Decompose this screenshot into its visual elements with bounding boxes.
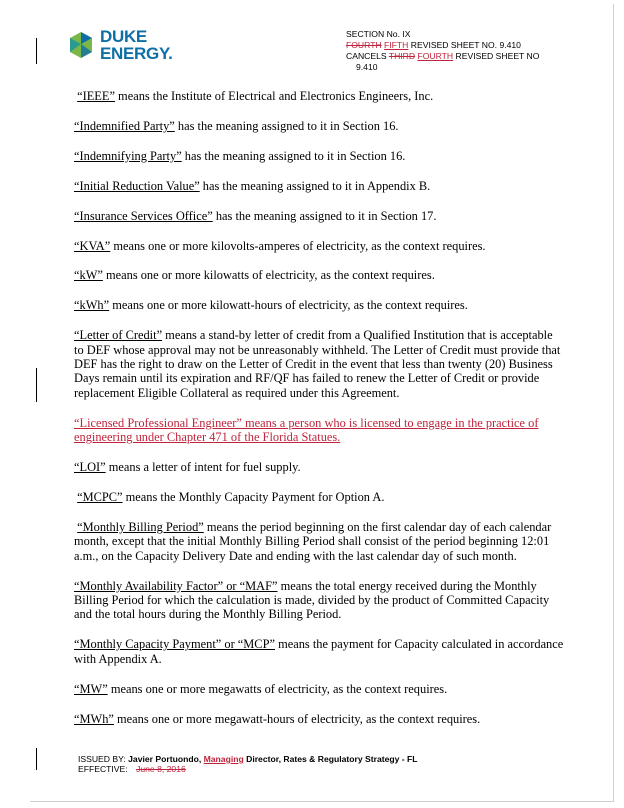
- definition-text: means a stand-by letter of credit from a Qualified Institution that is acceptable to DEF whose approval may not be unreasonably withheld. The Letter of Credit must provide that DEF has the right to draw on the Letter of Credit in the event that less than twenty (20) Business Days remain until its expiration and RF/QF has failed to renew the Letter of Credit or provide replacement Eligible Collateral as required under this Agreement.: [74, 328, 561, 400]
- definition-term: “Letter of Credit”: [74, 328, 163, 343]
- definition-text: has the meaning assigned to it in Section 17.: [212, 208, 437, 223]
- issued-by-title: Director, Rates & Regulatory Strategy - FL: [246, 754, 418, 764]
- revised-sheet-line: [346, 40, 596, 51]
- definition-term: “Initial Reduction Value”: [74, 178, 200, 193]
- definition-paragraph: [74, 89, 564, 103]
- definition-paragraph: [74, 712, 564, 726]
- issued-by-label: ISSUED BY:: [78, 754, 126, 764]
- revised-inserted: FIFTH: [384, 40, 409, 50]
- definition-term: “Monthly Availability Factor” or “MAF”: [74, 578, 278, 593]
- footer: [78, 754, 418, 774]
- issued-by-inserted: Managing: [203, 754, 244, 764]
- definition-paragraph: [74, 209, 564, 223]
- definition-text: means the period beginning on the first calendar day of each calendar month, except that the initial Monthly Billing Period shall consist of the period beginning 12:01 a.m., on the Capacity Delivery Date and ending with the last calendar day of such month.: [74, 519, 552, 563]
- effective-label: EFFECTIVE:: [78, 764, 128, 774]
- definition-text: means the payment for Capacity calculated in accordance with Appendix A.: [74, 637, 564, 666]
- definition-paragraph: [74, 460, 564, 474]
- definition-text: means the Institute of Electrical and Electronics Engineers, Inc.: [114, 89, 434, 103]
- duke-energy-logo-mark-icon: [66, 30, 96, 60]
- definition-text: means one or more megawatt-hours of electricity, as the context requires.: [113, 711, 481, 726]
- sheet-info: [346, 29, 596, 73]
- definition-term: “Monthly Capacity Payment” or “MCP”: [74, 637, 275, 652]
- definition-term: “MCPC”: [77, 490, 123, 504]
- revision-bar-body: [36, 368, 37, 402]
- definition-paragraph: [74, 268, 564, 282]
- effective-line: [78, 764, 418, 774]
- definition-text: means one or more kilowatts of electricity, as the context requires.: [102, 268, 435, 283]
- cancels-label: CANCELS: [346, 51, 387, 61]
- definition-text: has the meaning assigned to it in Section 16.: [174, 118, 399, 133]
- effective-deleted-date: June 8, 2016: [136, 764, 186, 774]
- definition-term: “LOI”: [74, 460, 106, 475]
- definitions-list: [74, 89, 564, 741]
- definition-text: means the total energy received during the Monthly Billing Period for which the calculation is made, divided by the product of Committed Capacity and the total hours during the Monthly Billing Period.: [74, 578, 550, 622]
- issued-by-line: [78, 754, 418, 764]
- duke-energy-logo: [66, 24, 186, 68]
- definition-term: “IEEE”: [77, 89, 115, 103]
- definition-term: “kWh”: [74, 298, 110, 313]
- definition-text: means one or more megawatts of electricity, as the context requires.: [107, 681, 448, 696]
- definition-paragraph: [74, 239, 564, 253]
- definition-paragraph: [74, 298, 564, 312]
- definition-paragraph: [74, 149, 564, 163]
- definition-paragraph: [74, 328, 564, 400]
- definition-paragraph: [74, 179, 564, 193]
- cancels-sheet-number: 9.410: [356, 62, 378, 72]
- definition-paragraph: [74, 490, 564, 504]
- section-number: SECTION No. IX: [346, 29, 411, 39]
- logo-text-energy: ENERGY.: [100, 44, 173, 63]
- revised-deleted: FOURTH: [346, 40, 382, 50]
- definition-term: “KVA”: [74, 238, 111, 253]
- cancels-sheet-line: [346, 51, 596, 62]
- definition-text: has the meaning assigned to it in Section 16.: [181, 148, 406, 163]
- definition-text: means one or more kilowatt-hours of electricity, as the context requires.: [109, 298, 468, 313]
- definition-term: “Insurance Services Office”: [74, 208, 213, 223]
- definition-term: “Indemnified Party”: [74, 118, 175, 133]
- definition-text: has the meaning assigned to it in Appendix B.: [199, 178, 431, 193]
- definition-term: “MW”: [74, 681, 108, 696]
- definition-text: means a letter of intent for fuel supply.: [105, 460, 301, 475]
- definition-paragraph: [74, 520, 564, 563]
- definition-paragraph: [74, 579, 564, 622]
- cancels-rest: REVISED SHEET NO: [455, 51, 540, 61]
- definition-term: “MWh”: [74, 711, 114, 726]
- issued-by-name: Javier Portuondo,: [128, 754, 204, 764]
- cancels-deleted: THIRD: [388, 51, 416, 61]
- revision-bar-footer: [36, 748, 37, 770]
- definition-paragraph: [74, 682, 564, 696]
- cancels-inserted: FOURTH: [417, 51, 454, 61]
- definition-term: “Indemnifying Party”: [74, 148, 182, 163]
- definition-paragraph: [74, 119, 564, 133]
- definition-term: “kW”: [74, 268, 103, 283]
- revised-rest: REVISED SHEET NO. 9.410: [410, 40, 521, 50]
- definition-paragraph: [74, 637, 564, 666]
- definition-paragraph: [74, 416, 564, 445]
- definition-text: means the Monthly Capacity Payment for Option A.: [122, 490, 385, 504]
- logo-text-duke: DUKE: [100, 27, 147, 46]
- revision-bar-header: [36, 38, 37, 64]
- definition-term: “Monthly Billing Period”: [77, 519, 204, 534]
- inserted-definition-text: “Licensed Professional Engineer” means a person who is licensed to engage in the practice of engineering under Chapter 471 of the Florida Statues.: [74, 415, 539, 445]
- definition-text: means one or more kilovolts-amperes of electricity, as the context requires.: [110, 238, 486, 253]
